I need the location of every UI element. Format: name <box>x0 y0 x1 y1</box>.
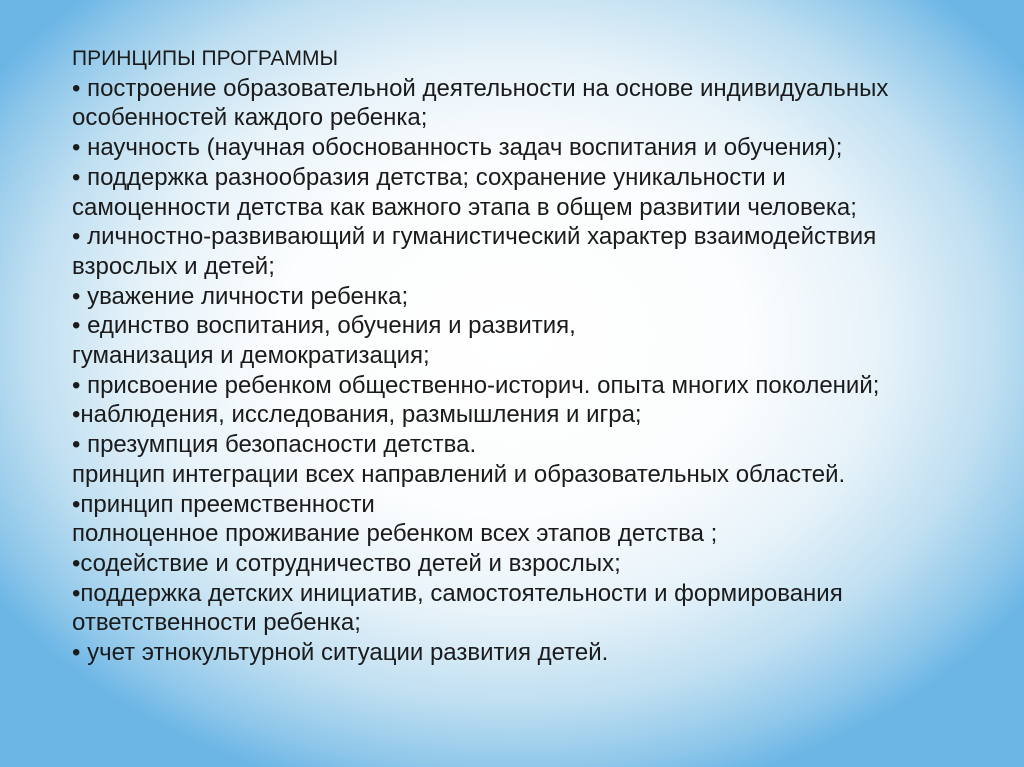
text-line: •содействие и сотрудничество детей и взрослых; <box>72 549 621 577</box>
text-line: • единство воспитания, обучения и развития, <box>72 312 576 340</box>
text-line: • научность (научная обоснованность задач воспитания и обучения); <box>72 134 843 162</box>
text-line: взрослых и детей; <box>72 252 275 280</box>
text-line: самоценности детства как важного этапа в общем развитии человека; <box>72 193 857 221</box>
text-line: • уважение личности ребенка; <box>72 282 409 310</box>
text-line: •поддержка детских инициатив, самостоятельности и формирования <box>72 579 843 607</box>
text-line: • построение образовательной деятельности на основе индивидуальных <box>72 74 889 102</box>
text-line: •наблюдения, исследования, размышления и игра; <box>72 401 642 429</box>
text-line: • поддержка разнообразия детства; сохранение уникальности и <box>72 163 786 191</box>
text-line: •принцип преемственности <box>72 490 375 518</box>
text-line: • присвоение ребенком общественно-историч. опыта многих поколений; <box>72 371 880 399</box>
principles-text-block <box>72 44 972 668</box>
text-line: полноценное проживание ребенком всех этапов детства ; <box>72 520 718 548</box>
text-line: • учет этнокультурной ситуации развития детей. <box>72 639 609 667</box>
slide-title: ПРИНЦИПЫ ПРОГРАММЫ <box>72 47 339 70</box>
text-line: • презумпция безопасности детства. <box>72 431 477 459</box>
text-line: особенностей каждого ребенка; <box>72 104 428 132</box>
text-line: • личностно-развивающий и гуманистический характер взаимодействия <box>72 223 877 251</box>
text-line: принцип интеграции всех направлений и образовательных областей. <box>72 460 846 488</box>
text-line: гуманизация и демократизация; <box>72 342 430 370</box>
text-line: ответственности ребенка; <box>72 609 361 637</box>
